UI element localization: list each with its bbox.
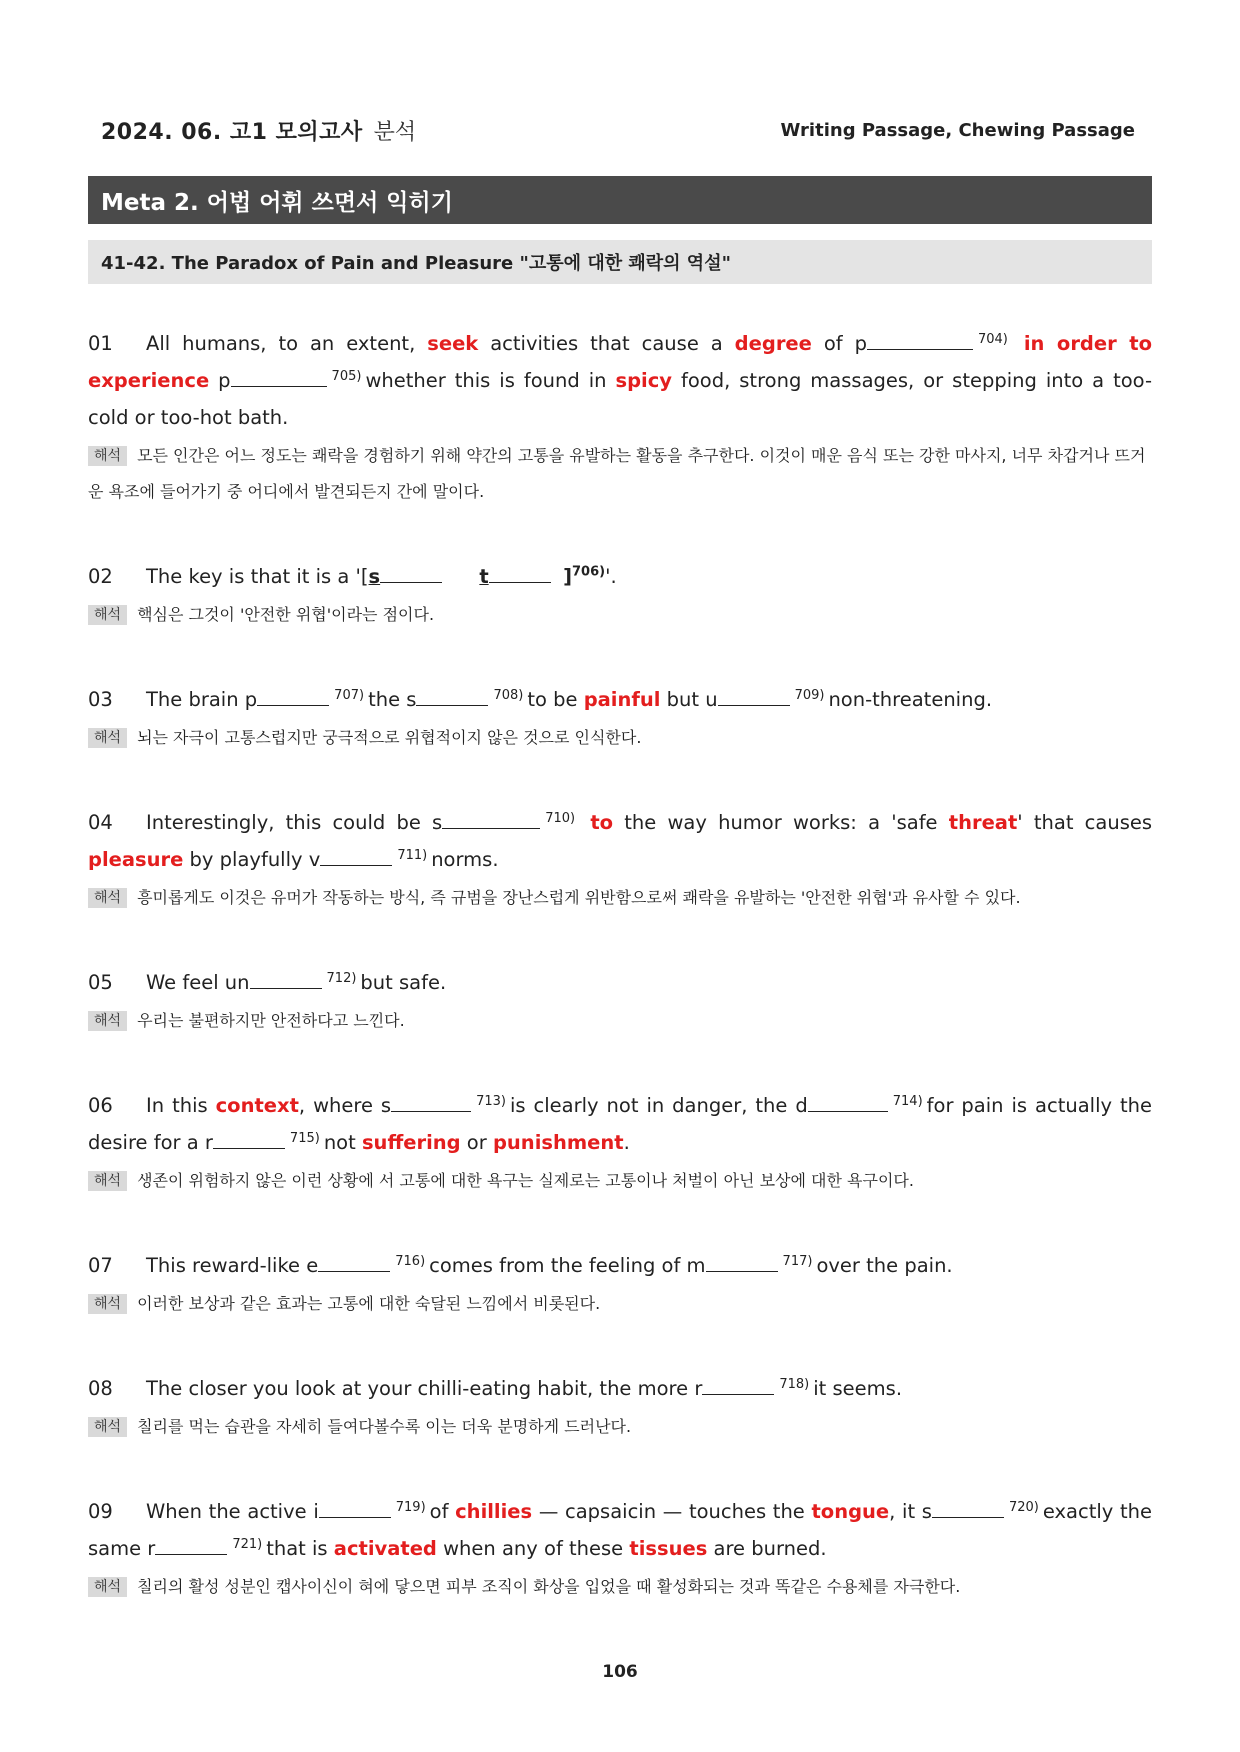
sentence-text: p xyxy=(209,369,231,392)
english-sentence xyxy=(88,325,1152,436)
question-number: 721) xyxy=(232,1536,263,1552)
korean-translation xyxy=(88,1569,1152,1605)
exercise-item xyxy=(88,1370,1152,1445)
translation-text: 모든 인간은 어느 정도는 쾌락을 경험하기 위해 약간의 고통을 유발하는 활동을 추구한다. 이것이 매운 음식 또는 강한 마사지, 너무 차갑거나 뜨거운 욕조에 들어가기 중 어디에서 발견되든지 간에 말이다. xyxy=(88,446,1146,501)
sentence-text: of xyxy=(429,1500,456,1523)
highlight-word: context xyxy=(215,1094,299,1117)
sentence-text: not xyxy=(323,1131,362,1154)
english-sentence xyxy=(88,1247,1152,1284)
answer-blank[interactable] xyxy=(320,845,392,866)
answer-blank[interactable] xyxy=(155,1534,227,1555)
question-number: 715) xyxy=(289,1130,320,1146)
highlight-word: chillies xyxy=(455,1500,533,1523)
sentence-text: that is xyxy=(266,1537,334,1560)
header-passage-label: Writing Passage, Chewing Passage xyxy=(780,119,1135,141)
exercise-list xyxy=(88,325,1152,1653)
item-number: 08 xyxy=(88,1377,113,1400)
sentence-text: The key is that it is a '[ xyxy=(146,565,369,588)
answer-blank[interactable] xyxy=(231,366,327,387)
english-sentence xyxy=(88,681,1152,718)
sentence-text: The brain p xyxy=(146,688,258,711)
exercise-item xyxy=(88,325,1152,510)
highlight-word: painful xyxy=(583,688,661,711)
translation-tag: 해석 xyxy=(88,888,127,908)
sentence-text: exactly the same r xyxy=(88,1500,1152,1560)
header-title-light: 분석 xyxy=(373,119,417,145)
english-sentence xyxy=(88,558,1152,595)
sentence-text: food, strong massages, or stepping into a too-cold or too-hot bath. xyxy=(88,369,1153,429)
answer-blank[interactable] xyxy=(318,1251,390,1272)
sentence-text: This reward-like e xyxy=(146,1254,319,1277)
question-number: 705) xyxy=(331,368,362,384)
page-number: 106 xyxy=(602,1662,638,1682)
highlight-word: threat xyxy=(948,811,1018,834)
sentence-text: when any of these xyxy=(436,1537,630,1560)
item-number: 06 xyxy=(88,1094,113,1117)
sentence-text: ' that causes xyxy=(1017,811,1153,834)
korean-translation xyxy=(88,1003,1152,1039)
exercise-item xyxy=(88,1247,1152,1322)
sentence-text: . xyxy=(623,1131,630,1154)
answer-blank[interactable] xyxy=(250,968,322,989)
exercise-item xyxy=(88,681,1152,756)
answer-blank[interactable] xyxy=(489,562,551,583)
exercise-item xyxy=(88,804,1152,916)
english-sentence xyxy=(88,804,1152,878)
sentence-text: over the pain. xyxy=(816,1254,953,1277)
header-title-bold: 2024. 06. 고1 모의고사 xyxy=(101,119,363,145)
exercise-item xyxy=(88,964,1152,1039)
highlight-word: tongue xyxy=(811,1500,890,1523)
sentence-text: the way humor works: a 'safe xyxy=(613,811,949,834)
question-number: 704) xyxy=(977,331,1008,347)
question-number: 707) xyxy=(334,687,365,703)
sentence-text: to be xyxy=(527,688,584,711)
exercise-item xyxy=(88,558,1152,633)
section-title: Meta 2. 어법 어휘 쓰면서 익히기 xyxy=(88,176,1152,224)
translation-text: 칠리를 먹는 습관을 자세히 들여다볼수록 이는 더욱 분명하게 드러난다. xyxy=(137,1417,632,1436)
question-number: 712) xyxy=(326,970,357,986)
sentence-text: activities that cause a xyxy=(478,332,735,355)
bracket: ] xyxy=(563,565,572,588)
answer-blank[interactable] xyxy=(391,1091,471,1112)
page-header xyxy=(101,110,1135,150)
answer-blank[interactable] xyxy=(213,1128,285,1149)
korean-translation xyxy=(88,1286,1152,1322)
translation-text: 흥미롭게도 이것은 유머가 작동하는 방식, 즉 규범을 장난스럽게 위반함으로써 쾌락을 유발하는 '안전한 위협'과 유사할 수 있다. xyxy=(137,888,1021,907)
english-sentence xyxy=(88,964,1152,1001)
answer-hint-letter: t xyxy=(479,565,489,588)
sentence-text: Interestingly, this could be s xyxy=(146,811,443,834)
answer-blank[interactable] xyxy=(416,685,488,706)
item-number: 04 xyxy=(88,811,113,834)
highlight-word: pleasure xyxy=(88,848,184,871)
highlight-word: seek xyxy=(427,332,479,355)
header-title xyxy=(101,115,416,146)
translation-tag: 해석 xyxy=(88,1417,127,1437)
translation-text: 뇌는 자극이 고통스럽지만 궁극적으로 위협적이지 않은 것으로 인식한다. xyxy=(137,728,642,747)
question-number: 710) xyxy=(545,810,576,826)
sentence-text: , it s xyxy=(889,1500,932,1523)
highlight-word: activated xyxy=(333,1537,437,1560)
question-number: 708) xyxy=(493,687,524,703)
exercise-item xyxy=(88,1493,1152,1605)
highlight-word: tissues xyxy=(629,1537,708,1560)
translation-text: 핵심은 그것이 '안전한 위협'이라는 점이다. xyxy=(137,605,435,624)
highlight-word: suffering xyxy=(361,1131,461,1154)
answer-blank[interactable] xyxy=(706,1251,778,1272)
korean-translation xyxy=(88,438,1152,510)
question-number: 720) xyxy=(1008,1499,1039,1515)
korean-translation xyxy=(88,720,1152,756)
sentence-text: or xyxy=(460,1131,493,1154)
question-number: 709) xyxy=(794,687,825,703)
question-number: 706) xyxy=(572,564,606,580)
highlight-word: spicy xyxy=(615,369,673,392)
translation-text: 이러한 보상과 같은 효과는 고통에 대한 숙달된 느낌에서 비롯된다. xyxy=(137,1294,601,1313)
sentence-text: by playfully v xyxy=(183,848,321,871)
sentence-text: When the active i xyxy=(146,1500,319,1523)
question-number: 711) xyxy=(397,847,428,863)
sentence-text: the s xyxy=(368,688,417,711)
translation-tag: 해석 xyxy=(88,605,127,625)
korean-translation xyxy=(88,880,1152,916)
highlight-word: to xyxy=(590,811,614,834)
answer-hint-letter: s xyxy=(368,565,381,588)
translation-tag: 해석 xyxy=(88,1294,127,1314)
answer-blank[interactable] xyxy=(867,329,973,350)
translation-tag: 해석 xyxy=(88,1171,127,1191)
english-sentence xyxy=(88,1370,1152,1407)
sentence-text: All humans, to an extent, xyxy=(146,332,428,355)
question-number: 714) xyxy=(892,1093,923,1109)
answer-blank[interactable] xyxy=(702,1374,774,1395)
highlight-word: punishment xyxy=(492,1131,624,1154)
item-number: 05 xyxy=(88,971,113,994)
sentence-text: non-threatening. xyxy=(828,688,993,711)
highlight-word: degree xyxy=(734,332,812,355)
sentence-text: In this xyxy=(146,1094,216,1117)
item-number: 03 xyxy=(88,688,113,711)
sentence-text: We feel un xyxy=(146,971,250,994)
sentence-text: for pain is actually the desire for a r xyxy=(88,1094,1152,1154)
answer-blank[interactable] xyxy=(718,685,790,706)
sentence-text: but safe. xyxy=(360,971,447,994)
sentence-text: , where s xyxy=(298,1094,392,1117)
exercise-item xyxy=(88,1087,1152,1199)
question-number: 718) xyxy=(779,1376,810,1392)
sentence-text: is clearly not in danger, the d xyxy=(509,1094,808,1117)
translation-text: 우리는 불편하지만 안전하다고 느낀다. xyxy=(137,1011,405,1030)
question-number: 719) xyxy=(395,1499,426,1515)
answer-blank[interactable] xyxy=(380,562,442,583)
sentence-text: '. xyxy=(605,565,617,588)
item-number: 02 xyxy=(88,565,113,588)
answer-blank[interactable] xyxy=(319,1497,391,1518)
item-number: 09 xyxy=(88,1500,113,1523)
question-number: 717) xyxy=(782,1253,813,1269)
korean-translation xyxy=(88,1163,1152,1199)
sentence-text: The closer you look at your chilli-eating habit, the more r xyxy=(146,1377,703,1400)
korean-translation xyxy=(88,1409,1152,1445)
passage-subtitle: 41-42. The Paradox of Pain and Pleasure "고통에 대한 쾌락의 역설" xyxy=(88,240,1152,284)
item-number: 01 xyxy=(88,332,113,355)
translation-tag: 해석 xyxy=(88,1011,127,1031)
translation-tag: 해석 xyxy=(88,1577,127,1597)
question-number: 713) xyxy=(476,1093,506,1109)
answer-blank[interactable] xyxy=(808,1091,888,1112)
sentence-text: it seems. xyxy=(813,1377,903,1400)
sentence-text: but u xyxy=(660,688,718,711)
translation-tag: 해석 xyxy=(88,446,127,466)
answer-blank[interactable] xyxy=(442,808,540,829)
question-number: 716) xyxy=(395,1253,426,1269)
sentence-text: — capsaicin — touches the xyxy=(532,1500,812,1523)
korean-translation xyxy=(88,597,1152,633)
sentence-text: of p xyxy=(811,332,867,355)
sentence-text: whether this is found in xyxy=(365,369,616,392)
sentence-text: comes from the feeling of m xyxy=(429,1254,706,1277)
translation-text: 칠리의 활성 성분인 캡사이신이 혀에 닿으면 피부 조직이 화상을 입었을 때 활성화되는 것과 똑같은 수용체를 자극한다. xyxy=(137,1577,961,1596)
sentence-text: norms. xyxy=(431,848,499,871)
answer-blank[interactable] xyxy=(257,685,329,706)
item-number: 07 xyxy=(88,1254,113,1277)
english-sentence xyxy=(88,1493,1152,1567)
highlight-word: in order to experience xyxy=(88,332,1152,392)
answer-blank[interactable] xyxy=(932,1497,1004,1518)
translation-text: 생존이 위험하지 않은 이런 상황에 서 고통에 대한 욕구는 실제로는 고통이나 처벌이 아닌 보상에 대한 욕구이다. xyxy=(137,1171,914,1190)
sentence-text: are burned. xyxy=(707,1537,827,1560)
english-sentence xyxy=(88,1087,1152,1161)
translation-tag: 해석 xyxy=(88,728,127,748)
